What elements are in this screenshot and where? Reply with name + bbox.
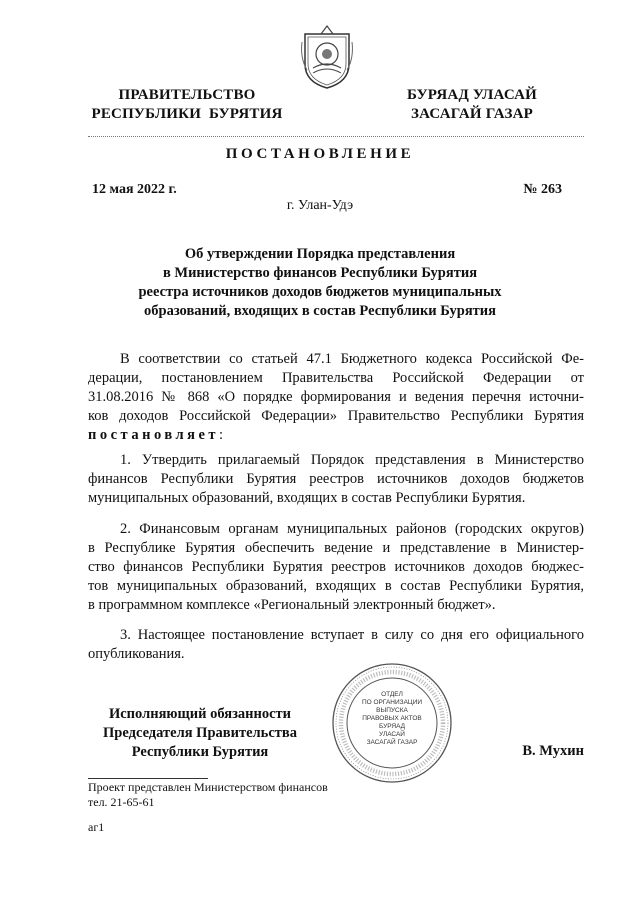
subject-line: реестра источников доходов бюджетов муниципальных [138, 284, 502, 300]
subject-line: образований, входящих в состав Республики Бурятия [144, 303, 496, 319]
seal-text-line: ОТДЕЛ [381, 691, 403, 698]
body-line: муниципальных образований, входящих в состав Республики Бурятия. [88, 490, 526, 506]
document-date: 12 мая 2022 г. [92, 182, 177, 197]
document-number: № 263 [523, 182, 562, 197]
seal-text [350, 691, 434, 747]
document-type-title: ПОСТАНОВЛЕНИЕ [225, 146, 415, 162]
body-line: 3. Настоящее постановление вступает в силу со дня его официального [120, 627, 584, 643]
footnote-divider [88, 778, 208, 779]
body-line: ков доходов Российской Федерации» Правительство Республики Бурятия [88, 408, 584, 424]
document-subject [0, 245, 640, 321]
official-seal [330, 661, 454, 790]
subject-line: в Министерство финансов Республики Бурятия [162, 265, 478, 281]
body-line: В соответствии со статьей 47.1 Бюджетного кодекса Российской Фе- [120, 351, 584, 367]
clause-2-paragraph [88, 520, 584, 615]
body-line: 2. Финансовым органам муниципальных районов (городских округов) [120, 521, 584, 537]
seal-text-line: БУРЯАД [378, 723, 406, 730]
document-code: аг1 [88, 820, 105, 834]
seal-text-line: УЛАСАЙ [379, 731, 405, 738]
clause-1-paragraph [88, 451, 584, 508]
government-name-ru-line1: ПРАВИТЕЛЬСТВО [118, 87, 256, 103]
clause-3-paragraph [88, 626, 584, 664]
government-name-ru [84, 86, 290, 124]
footnote-phone: тел. 21-65-61 [88, 795, 155, 809]
document-city: г. Улан-Удэ [286, 198, 354, 213]
body-line: опубликования. [88, 646, 185, 662]
signatory-name: В. Мухин [522, 743, 584, 759]
subject-line: Об утверждении Порядка представления [184, 246, 456, 262]
body-line: в Республике Бурятия обеспечить ведение и представление в Министер- [88, 540, 584, 556]
footnote [88, 780, 328, 810]
seal-text-line: ПРАВОВЫХ АКТОВ [362, 715, 422, 722]
body-line: финансов Республики Бурятия реестров источников доходов бюджетов [88, 471, 584, 487]
signatory-title-line: Исполняющий обязанности [108, 706, 292, 722]
body-line: 31.08.2016 № 868 «О порядке формирования и ведения перечня источни- [88, 389, 584, 405]
seal-text-line: ВЫПУСКА [376, 707, 408, 714]
government-name-bua [384, 86, 560, 124]
government-name-ru-line2: РЕСПУБЛИКИ БУРЯТИЯ [91, 106, 283, 122]
coat-of-arms-emblem [299, 24, 355, 95]
seal-text-line: ЗАСАГАЙ ГАЗАР [366, 739, 418, 746]
seal-text-line: ПО ОРГАНИЗАЦИИ [361, 699, 423, 706]
signatory-title [88, 705, 312, 762]
body-line: дерации, постановлением Правительства Российской Федерации от [88, 370, 584, 386]
signatory-title-line: Республики Бурятия [131, 744, 269, 760]
body-line: 1. Утвердить прилагаемый Порядок представления в Министерство [120, 452, 584, 468]
body-line [88, 426, 584, 445]
preamble-paragraph [88, 350, 584, 445]
footnote-line: Проект представлен Министерством финансов [88, 780, 328, 794]
government-name-bua-line1: БУРЯАД УЛАСАЙ [406, 87, 538, 103]
signatory-title-line: Председателя Правительства [103, 725, 297, 741]
resolves-word: постановляет [88, 427, 220, 443]
header-divider [88, 136, 584, 137]
body-line: в программном комплексе «Региональный электронный бюджет». [88, 597, 496, 613]
body-line: ство финансов Республики Бурятия реестров источников доходов бюджес- [88, 559, 584, 575]
government-name-bua-line2: ЗАСАГАЙ ГАЗАР [411, 106, 533, 122]
resolves-colon: : [219, 427, 224, 443]
body-line: тов муниципальных образований, входящих в состав Республики Бурятия, [88, 578, 584, 594]
